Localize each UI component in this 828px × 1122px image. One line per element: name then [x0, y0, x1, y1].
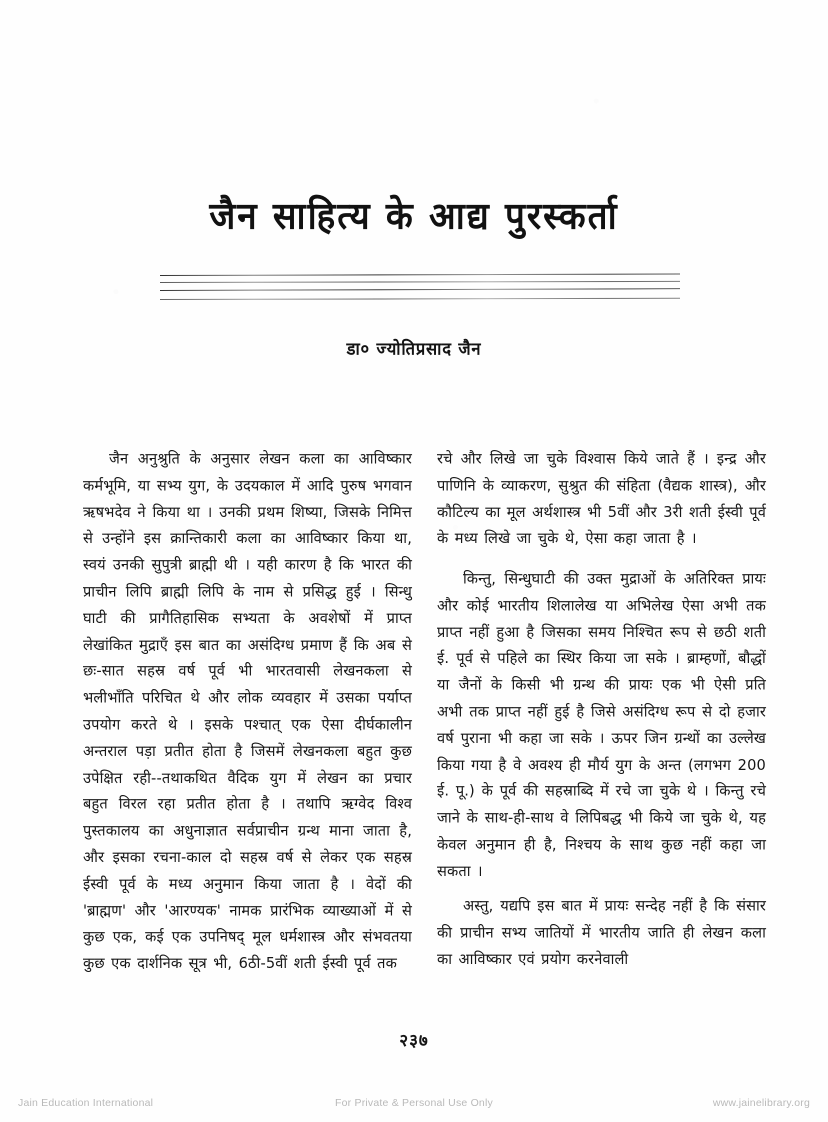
divider-rule-1	[160, 274, 680, 276]
footer-right-link[interactable]: www.jainelibrary.org	[712, 1097, 810, 1109]
paragraph: रचे और लिखे जा चुके विश्वास किये जाते हैं । इन्द्र और पाणिनि के व्याकरण, सुश्रुत की संहिता (वैद्यक शास्त्र), और कौटिल्य का मूल अर्थशास्त्र भी 5वीं और 3री शती ईस्वी पूर्व के मध्य लिखे जा चुके थे, ऐसा कहा जाता है ।	[437, 450, 766, 548]
body-columns	[83, 446, 767, 973]
author-byline: डा० ज्योतिप्रसाद जैन	[346, 338, 482, 359]
footer-center-text: For Private & Personal Use Only	[335, 1097, 493, 1109]
paragraph: अस्तु, यद्यपि इस बात में प्रायः सन्देह नहीं है कि संसार की प्राचीन सभ्य जातियों में भारतीय जाति ही लेखन कला का आविष्कार एवं प्रयोग करनेवाली	[437, 896, 766, 968]
page-footer	[0, 1093, 828, 1113]
page-number: २३७	[399, 1031, 429, 1051]
title-block	[0, 196, 828, 240]
divider-rule-3	[160, 288, 680, 291]
left-column	[83, 446, 412, 973]
divider-rule-2	[160, 281, 680, 283]
right-column	[437, 446, 766, 970]
title-divider-rules	[160, 272, 680, 304]
paragraph: किन्तु, सिन्धुघाटी की उक्त मुद्राओं के अतिरिक्त प्रायः और कोई भारतीय शिलालेख या अभिलेख ऐसा अभी तक प्राप्त नहीं हुआ है जिसका समय निश्चित रूप से छठी शती ई. पूर्व से पहिले का स्थिर किया जा सके । ब्राम्हणों, बौद्धों या जैनों के किसी भी ग्रन्थ की प्रायः एक भी ऐसी प्रति अभी तक प्राप्त नहीं हुई है जिसे असंदिग्ध रूप से दो हजार वर्ष पुराना भी कहा जा सके । ऊपर जिन ग्रन्थों का उल्लेख किया गया है वे अवश्य ही मौर्य युग के अन्त (लगभग 200 ई. पू.) के पूर्व की सहस्राब्दि में रचे जा चुके थे । किन्तु रचे जाने के साथ-ही-साथ वे लिपिबद्ध भी किये जा चुके थे, यह केवल अनुमान ही है, निश्चय के साथ कुछ नहीं कहा जा सकता ।	[437, 570, 766, 881]
paragraph: जैन अनुश्रुति के अनुसार लेखन कला का आविष्कार कर्मभूमि, या सभ्य युग, के उदयकाल में आदि पुरुष भगवान ऋषभदेव ने किया था । उनकी प्रथम शिष्या, जिसके निमित्त से उन्होंने इस क्रान्तिकारी कला का आविष्कार किया था, स्वयं उनकी सुपुत्री ब्राह्मी थी । यही कारण है कि भारत की प्राचीन लिपि ब्राह्मी लिपि के नाम से प्रसिद्ध हुई । सिन्धु घाटी की प्रागैतिहासिक सभ्यता के अवशेषों में प्राप्त लेखांकित मुद्राएँ इस बात का असंदिग्ध प्रमाण हैं कि अब से छः-सात सहस्र वर्ष पूर्व भी भारतवासी लेखनकला से भलीभाँति परिचित थे और लोक व्यवहार में उसका पर्याप्त उपयोग करते थे । इसके पश्चात् एक ऐसा दीर्घकालीन अन्तराल पड़ा प्रतीत होता है जिसमें लेखनकला बहुत कुछ उपेक्षित रही--तथाकथित वैदिक युग में लेखन का प्रचार बहुत विरल रहा प्रतीत होता है । तथापि ऋग्वेद विश्व पुस्तकालय का अधुनाज्ञात सर्वप्राचीन ग्रन्थ माना जाता है, और इसका रचना-काल दो सहस्र वर्ष से लेकर एक सहस्र ईस्वी पूर्व के मध्य अनुमान किया जाता है । वेदों की 'ब्राह्मण' और 'आरण्यक' नामक प्रारंभिक व्याख्याओं में से कुछ एक, कई एक उपनिषद् मूल धर्मशास्त्र और संभवतया कुछ एक दार्शनिक सूत्र भी, 6ठी-5वीं शती ईस्वी पूर्व तक	[83, 450, 412, 973]
footer-left-text: Jain Education International	[18, 1097, 154, 1109]
page-title: जैन साहित्य के आद्य पुरस्कर्ता	[209, 195, 619, 239]
divider-rule-4	[160, 298, 680, 300]
